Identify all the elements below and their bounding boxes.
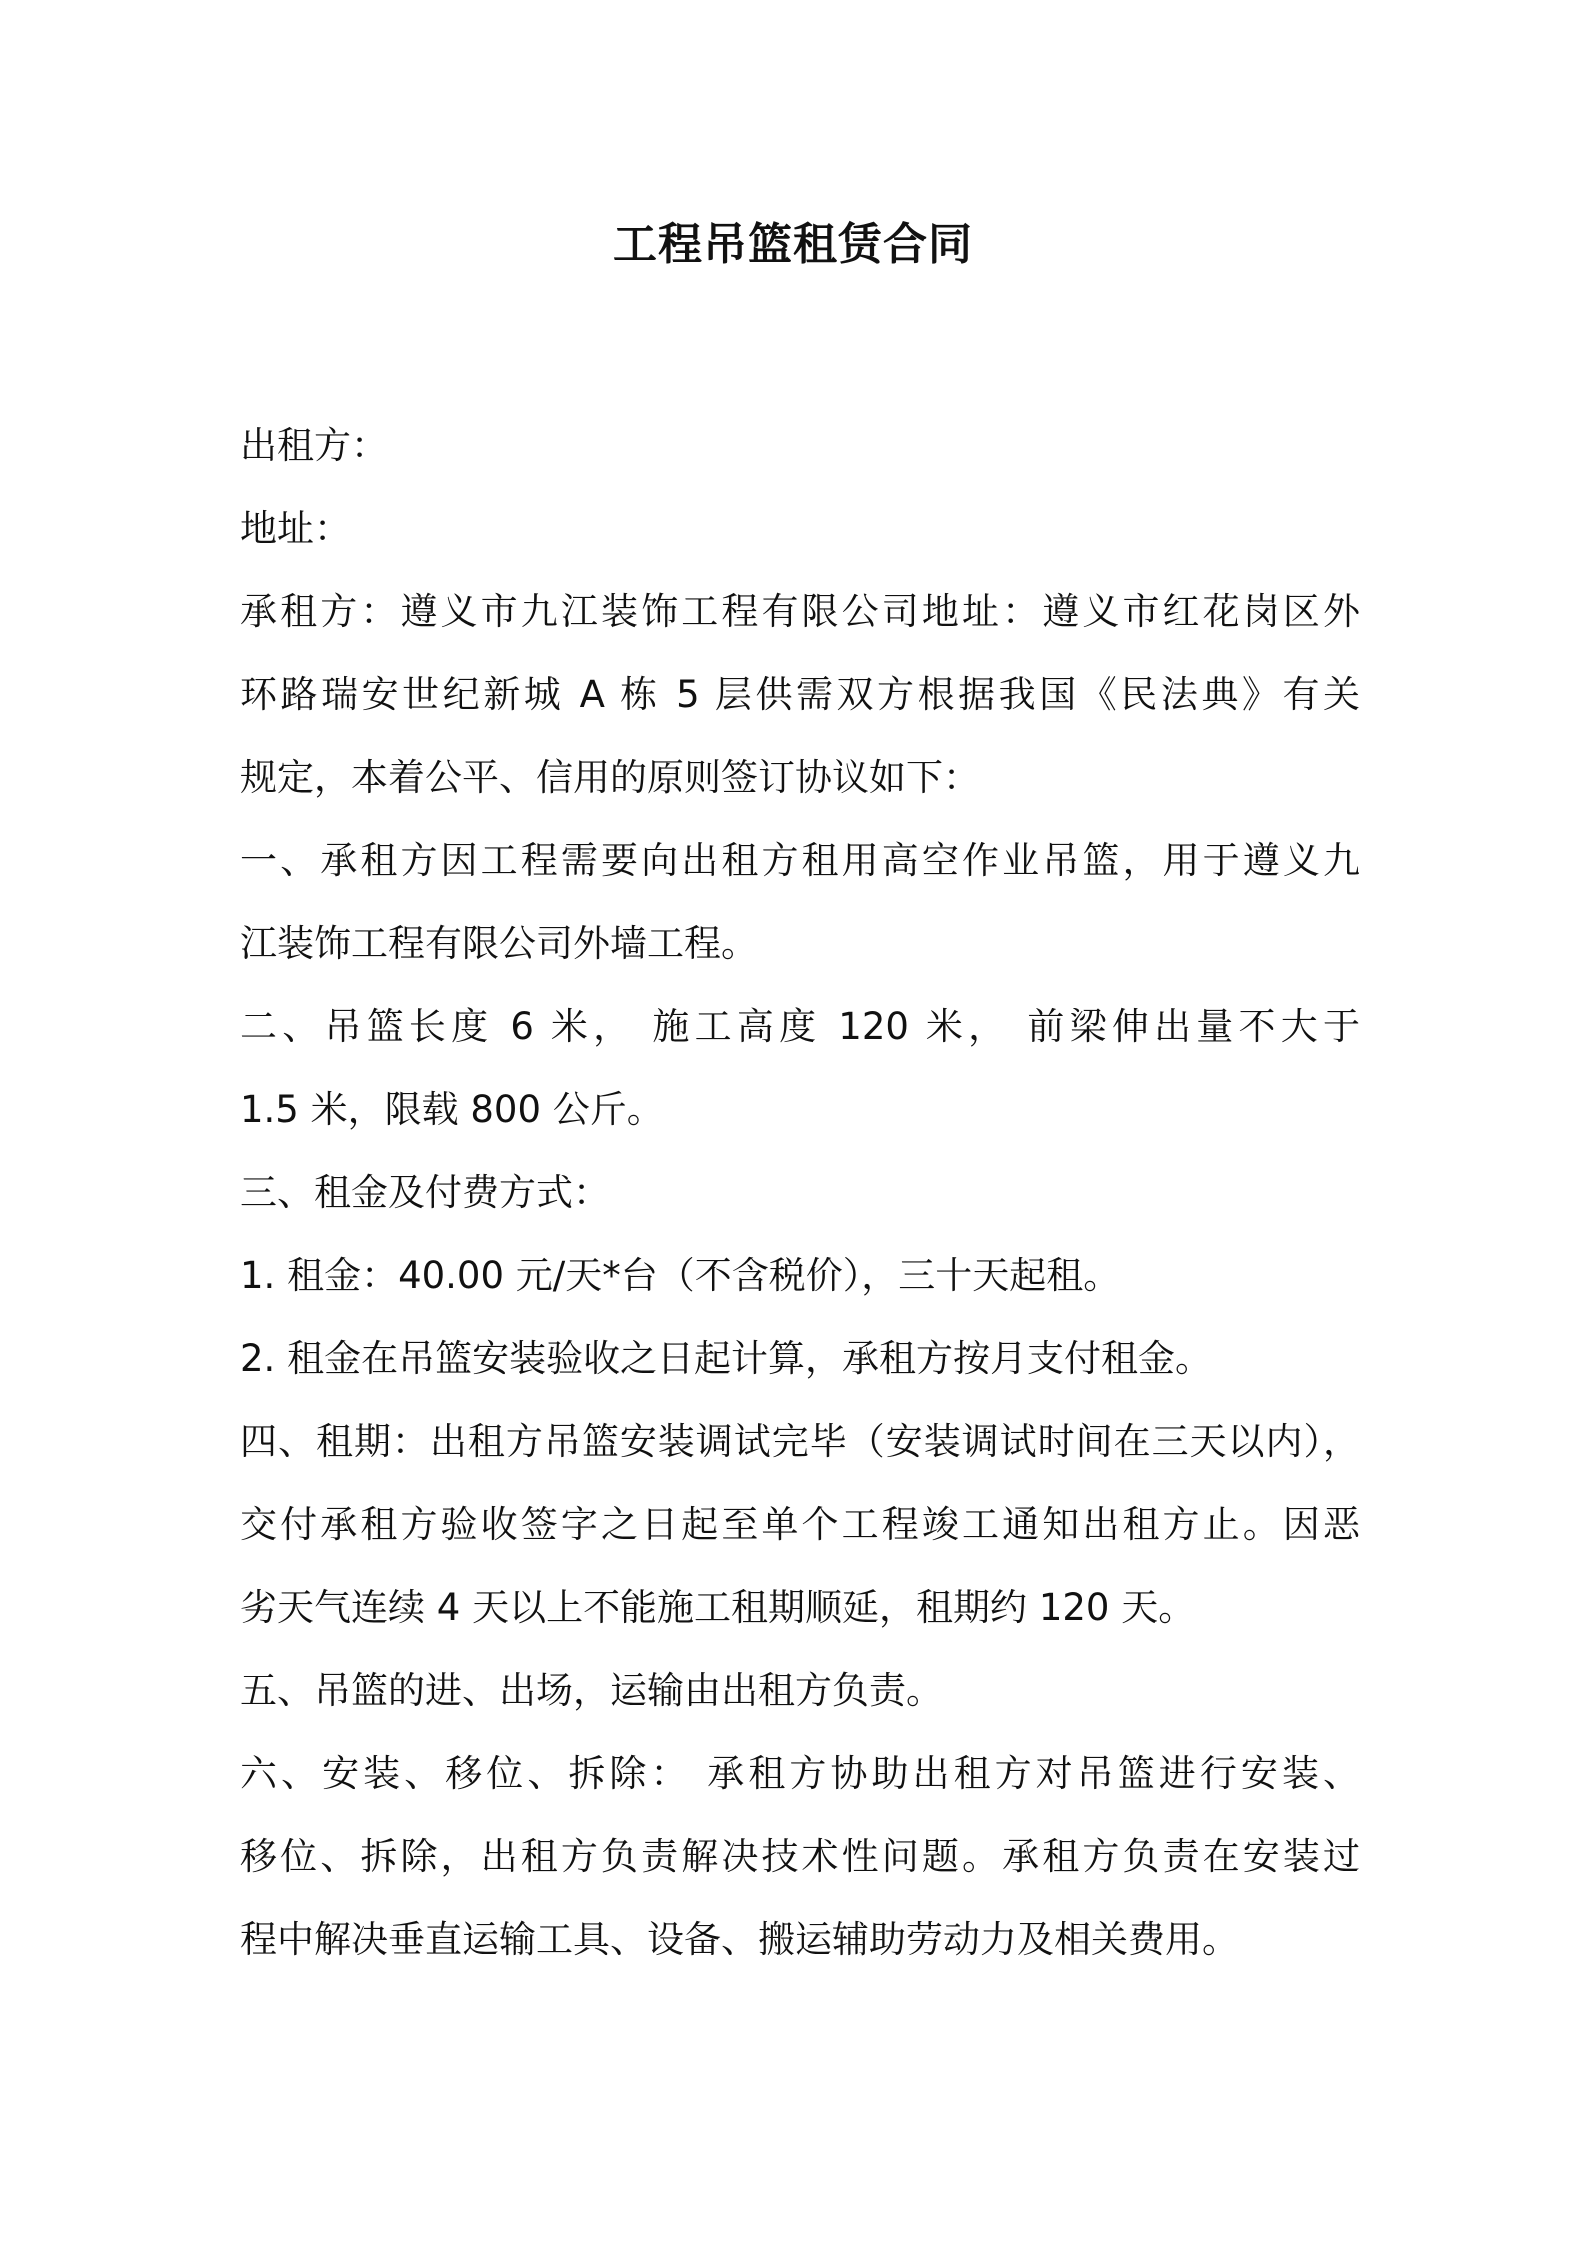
clause-1-line-1: 一、承租方因工程需要向出租方租用高空作业吊篮，用于遵义九	[240, 839, 1360, 882]
clause-3-item-1: 1. 租金：40.00 元/天*台（不含税价），三十天起租。	[240, 1254, 1121, 1297]
clause-4-line-3: 劣天气连续 4 天以上不能施工租期顺延，租期约 120 天。	[240, 1586, 1196, 1629]
address-line: 地址：	[240, 507, 351, 550]
lessee-address-line: 环路瑞安世纪新城 A 栋 5 层供需双方根据我国《民法典》有关	[240, 673, 1360, 716]
clause-1-line-2: 江装饰工程有限公司外墙工程。	[240, 922, 758, 965]
lessor-line: 出租方：	[240, 424, 388, 467]
clause-5-line: 五、吊篮的进、出场，运输由出租方负责。	[240, 1669, 943, 1712]
lessee-line: 承租方：遵义市九江装饰工程有限公司地址：遵义市红花岗区外	[240, 590, 1360, 633]
clause-2-line-2: 1.5 米，限载 800 公斤。	[240, 1088, 664, 1131]
agreement-intro-line: 规定，本着公平、信用的原则签订协议如下：	[240, 756, 980, 799]
clause-6-line-3: 程中解决垂直运输工具、设备、搬运辅助劳动力及相关费用。	[240, 1918, 1239, 1961]
clause-4-line-1: 四、租期：出租方吊篮安装调试完毕（安装调试时间在三天以内），	[240, 1420, 1360, 1463]
clause-2-line-1: 二、吊篮长度 6 米， 施工高度 120 米， 前梁伸出量不大于	[240, 1005, 1360, 1048]
clause-4-line-2: 交付承租方验收签字之日起至单个工程竣工通知出租方止。因恶	[240, 1503, 1360, 1546]
clause-3-item-2: 2. 租金在吊篮安装验收之日起计算，承租方按月支付租金。	[240, 1337, 1213, 1380]
clause-6-line-2: 移位、拆除，出租方负责解决技术性问题。承租方负责在安装过	[240, 1835, 1360, 1878]
document-title: 工程吊篮租赁合同	[613, 219, 973, 270]
clause-6-line-1: 六、安装、移位、拆除： 承租方协助出租方对吊篮进行安装、	[240, 1752, 1360, 1795]
contract-body	[240, 404, 1360, 1981]
clause-3-heading: 三、租金及付费方式：	[240, 1171, 610, 1214]
